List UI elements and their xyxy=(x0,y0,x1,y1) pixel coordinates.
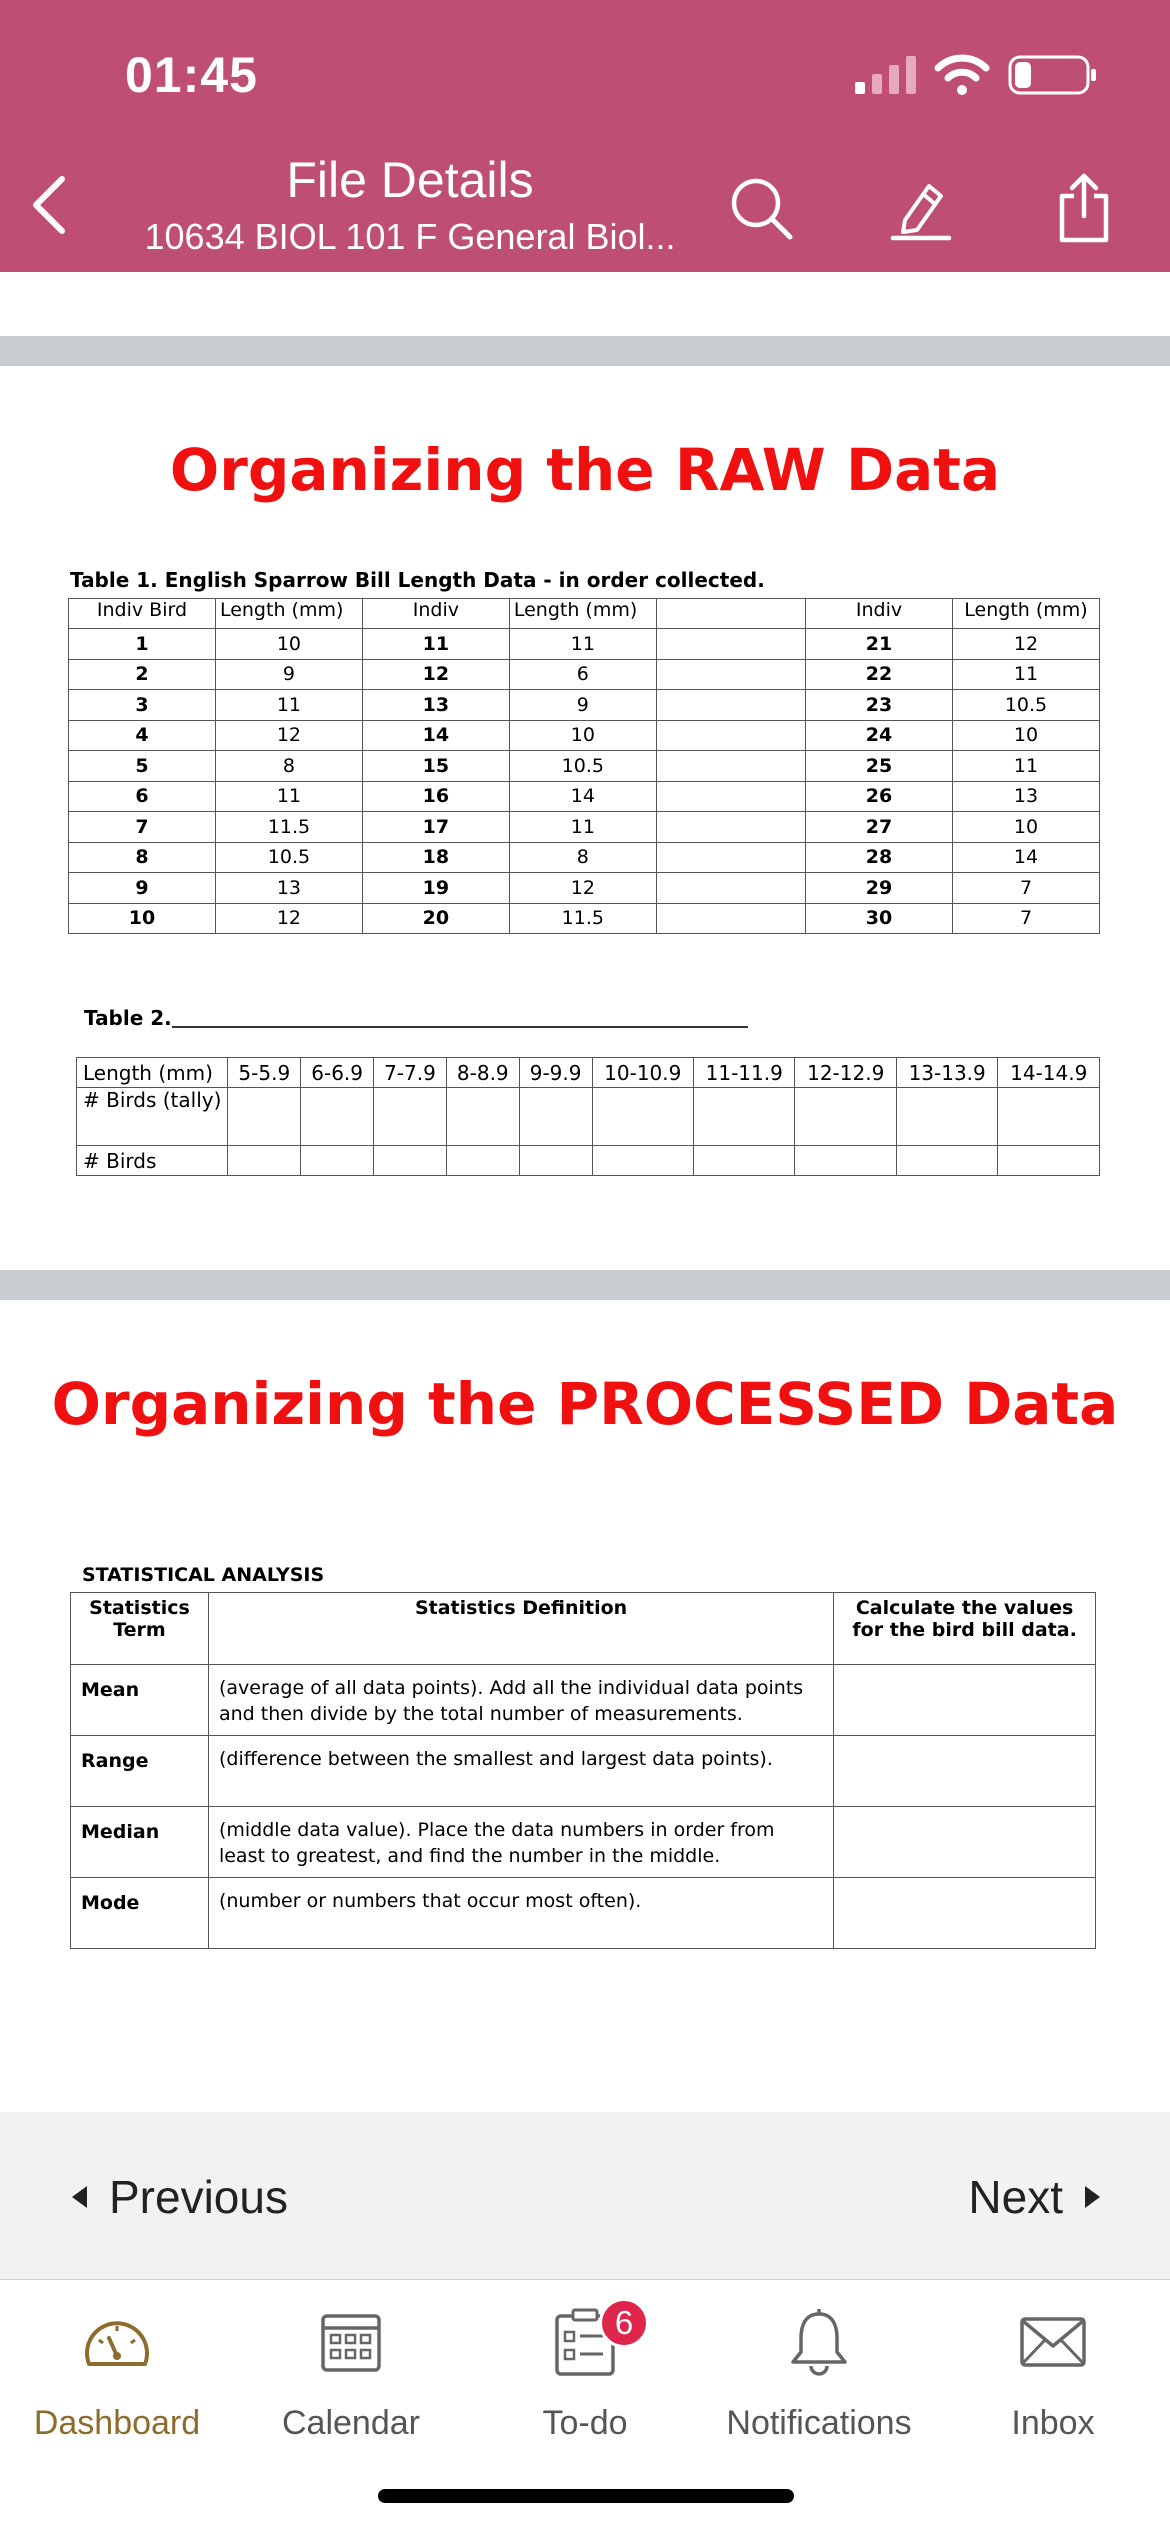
empty-cell xyxy=(896,1088,997,1146)
length-cell: 9 xyxy=(509,690,656,721)
indiv-cell: 15 xyxy=(362,751,509,782)
length-cell: 10 xyxy=(215,629,362,660)
length-cell: 8 xyxy=(215,751,362,782)
empty-cell xyxy=(228,1088,301,1146)
table-row xyxy=(69,842,1100,873)
todo-count-badge: 6 xyxy=(599,2298,649,2348)
indiv-cell: 2 xyxy=(69,659,216,690)
empty-cell xyxy=(446,1088,519,1146)
table2-title-blank xyxy=(172,1026,748,1028)
empty-cell xyxy=(656,690,805,721)
statistics-table xyxy=(70,1592,1096,1949)
length-cell: 14 xyxy=(509,781,656,812)
indiv-cell: 18 xyxy=(362,842,509,873)
length-cell: 7 xyxy=(952,903,1099,934)
length-cell: 10.5 xyxy=(952,690,1099,721)
previous-arrow-icon xyxy=(72,2186,87,2208)
length-cell: 12 xyxy=(952,629,1099,660)
birds-label: # Birds xyxy=(77,1146,228,1176)
length-cell: 7 xyxy=(952,873,1099,904)
table-row xyxy=(71,1665,1096,1736)
length-cell: 13 xyxy=(215,873,362,904)
course-subtitle: 10634 BIOL 101 F General Biol... xyxy=(144,216,676,257)
table-header-cell: Indiv xyxy=(806,599,953,629)
table-header-cell: Indiv xyxy=(362,599,509,629)
indiv-cell: 9 xyxy=(69,873,216,904)
indiv-cell: 8 xyxy=(69,842,216,873)
length-cell: 11 xyxy=(215,690,362,721)
length-cell: 10.5 xyxy=(215,842,362,873)
empty-cell xyxy=(446,1146,519,1176)
table-row xyxy=(77,1058,1100,1088)
answer-cell xyxy=(834,1878,1096,1949)
processed-data-heading: Organizing the PROCESSED Data xyxy=(51,1370,1119,1438)
length-cell: 12 xyxy=(215,903,362,934)
stat-term: Mean xyxy=(71,1665,209,1736)
indiv-cell: 22 xyxy=(806,659,953,690)
answer-cell xyxy=(834,1665,1096,1736)
indiv-cell: 14 xyxy=(362,720,509,751)
empty-cell xyxy=(656,781,805,812)
stat-term: Median xyxy=(71,1807,209,1878)
table-row xyxy=(69,903,1100,934)
page-separator xyxy=(0,1270,1170,1300)
next-arrow-icon xyxy=(1085,2186,1100,2208)
length-cell: 11.5 xyxy=(215,812,362,843)
indiv-cell: 3 xyxy=(69,690,216,721)
indiv-cell: 6 xyxy=(69,781,216,812)
indiv-cell: 10 xyxy=(69,903,216,934)
length-cell: 10 xyxy=(509,720,656,751)
stat-definition: (number or numbers that occur most often). xyxy=(208,1878,833,1949)
bin-cell: 13-13.9 xyxy=(896,1058,997,1088)
empty-cell xyxy=(694,1146,795,1176)
empty-cell xyxy=(592,1146,693,1176)
cellular-signal-icon xyxy=(855,56,917,94)
empty-cell xyxy=(519,1088,592,1146)
tab-label: Notifications xyxy=(726,2404,912,2442)
home-indicator xyxy=(378,2489,794,2503)
wifi-icon xyxy=(934,52,990,96)
length-cell: 11.5 xyxy=(509,903,656,934)
length-cell: 10 xyxy=(952,812,1099,843)
search-button[interactable] xyxy=(723,170,799,246)
table-header-cell: Indiv Bird xyxy=(69,599,216,629)
table-row xyxy=(69,781,1100,812)
table-row xyxy=(71,1736,1096,1807)
tally-table xyxy=(76,1057,1100,1176)
table-header-cell: Statistics Definition xyxy=(208,1593,833,1665)
share-icon xyxy=(1052,172,1116,244)
table-row xyxy=(69,659,1100,690)
table-row xyxy=(77,1146,1100,1176)
empty-cell xyxy=(374,1146,447,1176)
empty-cell xyxy=(519,1146,592,1176)
length-cell: 11 xyxy=(509,629,656,660)
length-cell: 9 xyxy=(215,659,362,690)
bin-cell: 5-5.9 xyxy=(228,1058,301,1088)
indiv-cell: 11 xyxy=(362,629,509,660)
tab-label: Inbox xyxy=(1011,2404,1095,2442)
annotate-icon xyxy=(887,174,955,242)
indiv-cell: 27 xyxy=(806,812,953,843)
indiv-cell: 25 xyxy=(806,751,953,782)
table1-caption: Table 1. English Sparrow Bill Length Data - in order collected. xyxy=(70,568,765,592)
table-header-row xyxy=(71,1593,1096,1665)
empty-cell xyxy=(301,1146,374,1176)
table-row xyxy=(69,720,1100,751)
empty-cell xyxy=(592,1088,693,1146)
document-viewer[interactable] xyxy=(0,272,1170,2112)
empty-cell xyxy=(228,1146,301,1176)
table-row xyxy=(69,751,1100,782)
empty-cell xyxy=(656,873,805,904)
tab-calendar[interactable] xyxy=(234,2302,468,2443)
indiv-cell: 21 xyxy=(806,629,953,660)
length-cell: 11 xyxy=(952,659,1099,690)
length-cell: 14 xyxy=(952,842,1099,873)
raw-data-table xyxy=(68,598,1100,934)
indiv-cell: 30 xyxy=(806,903,953,934)
empty-cell xyxy=(656,842,805,873)
length-cell: 12 xyxy=(215,720,362,751)
previous-button[interactable] xyxy=(72,2170,288,2224)
header-title-block xyxy=(120,150,700,260)
empty-cell xyxy=(694,1088,795,1146)
length-cell: 10.5 xyxy=(509,751,656,782)
empty-cell xyxy=(656,751,805,782)
tab-label: Calendar xyxy=(282,2404,420,2442)
empty-cell xyxy=(795,1088,896,1146)
empty-cell xyxy=(656,903,805,934)
bin-cell: 10-10.9 xyxy=(592,1058,693,1088)
length-cell: 10 xyxy=(952,720,1099,751)
empty-cell xyxy=(656,720,805,751)
length-cell: 6 xyxy=(509,659,656,690)
page-separator xyxy=(0,336,1170,366)
bin-cell: 14-14.9 xyxy=(998,1058,1100,1088)
next-button[interactable] xyxy=(968,2170,1100,2224)
empty-cell xyxy=(795,1146,896,1176)
table-header-row xyxy=(69,599,1100,629)
app-header xyxy=(0,0,1170,272)
tab-dashboard[interactable] xyxy=(0,2302,234,2443)
stat-definition: (average of all data points). Add all the individual data points and then divide by the total number of measurements. xyxy=(208,1665,833,1736)
indiv-cell: 28 xyxy=(806,842,953,873)
bin-cell: 11-11.9 xyxy=(694,1058,795,1088)
length-cell: 12 xyxy=(509,873,656,904)
battery-icon xyxy=(1008,55,1098,95)
empty-cell xyxy=(301,1088,374,1146)
table-header-cell: Length (mm) xyxy=(215,599,362,629)
table-row xyxy=(71,1807,1096,1878)
answer-cell xyxy=(834,1807,1096,1878)
table-row xyxy=(69,629,1100,660)
back-icon xyxy=(28,173,68,237)
indiv-cell: 4 xyxy=(69,720,216,751)
table-header-cell: Statistics Term xyxy=(71,1593,209,1665)
search-icon xyxy=(728,175,794,241)
next-label: Next xyxy=(968,2171,1063,2223)
bin-cell: 8-8.9 xyxy=(446,1058,519,1088)
previous-label: Previous xyxy=(109,2171,288,2223)
indiv-cell: 16 xyxy=(362,781,509,812)
page-title: File Details xyxy=(286,152,534,208)
indiv-cell: 13 xyxy=(362,690,509,721)
length-label: Length (mm) xyxy=(77,1058,228,1088)
stats-caption: STATISTICAL ANALYSIS xyxy=(82,1564,325,1586)
indiv-cell: 1 xyxy=(69,629,216,660)
tab-todo[interactable] xyxy=(468,2302,702,2443)
stat-definition: (difference between the smallest and largest data points). xyxy=(208,1736,833,1807)
bin-cell: 6-6.9 xyxy=(301,1058,374,1088)
table-header-cell: Length (mm) xyxy=(509,599,656,629)
tab-label: To-do xyxy=(542,2404,628,2442)
indiv-cell: 26 xyxy=(806,781,953,812)
annotate-button[interactable] xyxy=(883,170,959,246)
share-button[interactable] xyxy=(1046,170,1122,246)
indiv-cell: 24 xyxy=(806,720,953,751)
back-button[interactable] xyxy=(18,170,78,240)
table-row xyxy=(71,1878,1096,1949)
table-header-cell: Calculate the values for the bird bill data. xyxy=(834,1593,1096,1665)
indiv-cell: 17 xyxy=(362,812,509,843)
empty-cell xyxy=(998,1146,1100,1176)
length-cell: 8 xyxy=(509,842,656,873)
indiv-cell: 23 xyxy=(806,690,953,721)
status-time: 01:45 xyxy=(125,47,258,103)
empty-cell xyxy=(896,1146,997,1176)
indiv-cell: 7 xyxy=(69,812,216,843)
indiv-cell: 12 xyxy=(362,659,509,690)
table-header-cell: Length (mm) xyxy=(952,599,1099,629)
indiv-cell: 19 xyxy=(362,873,509,904)
empty-cell xyxy=(656,812,805,843)
empty-cell xyxy=(656,629,805,660)
stat-definition: (middle data value). Place the data numbers in order from least to greatest, and find the number in the middle. xyxy=(208,1807,833,1878)
table-row xyxy=(69,812,1100,843)
table-row xyxy=(69,873,1100,904)
tab-inbox[interactable] xyxy=(936,2302,1170,2443)
inbox-icon xyxy=(1019,2316,1087,2368)
length-cell: 11 xyxy=(952,751,1099,782)
empty-cell xyxy=(998,1088,1100,1146)
empty-cell xyxy=(374,1088,447,1146)
stat-term: Mode xyxy=(71,1878,209,1949)
table-row xyxy=(77,1088,1100,1146)
bin-cell: 12-12.9 xyxy=(795,1058,896,1088)
tab-notifications[interactable] xyxy=(702,2302,936,2443)
indiv-cell: 5 xyxy=(69,751,216,782)
table-header-cell xyxy=(656,599,805,629)
dashboard-icon xyxy=(79,2312,155,2372)
length-cell: 13 xyxy=(952,781,1099,812)
table-row xyxy=(69,690,1100,721)
tally-label: # Birds (tally) xyxy=(77,1088,228,1146)
tab-label: Dashboard xyxy=(33,2404,201,2442)
table2-caption: Table 2. xyxy=(84,1006,172,1030)
calendar-icon xyxy=(319,2310,383,2374)
empty-cell xyxy=(656,659,805,690)
length-cell: 11 xyxy=(509,812,656,843)
indiv-cell: 20 xyxy=(362,903,509,934)
raw-data-heading: Organizing the RAW Data xyxy=(169,436,1001,504)
bin-cell: 9-9.9 xyxy=(519,1058,592,1088)
bell-icon xyxy=(787,2308,851,2376)
bin-cell: 7-7.9 xyxy=(374,1058,447,1088)
indiv-cell: 29 xyxy=(806,873,953,904)
answer-cell xyxy=(834,1736,1096,1807)
length-cell: 11 xyxy=(215,781,362,812)
file-pager xyxy=(0,2112,1170,2280)
stat-term: Range xyxy=(71,1736,209,1807)
